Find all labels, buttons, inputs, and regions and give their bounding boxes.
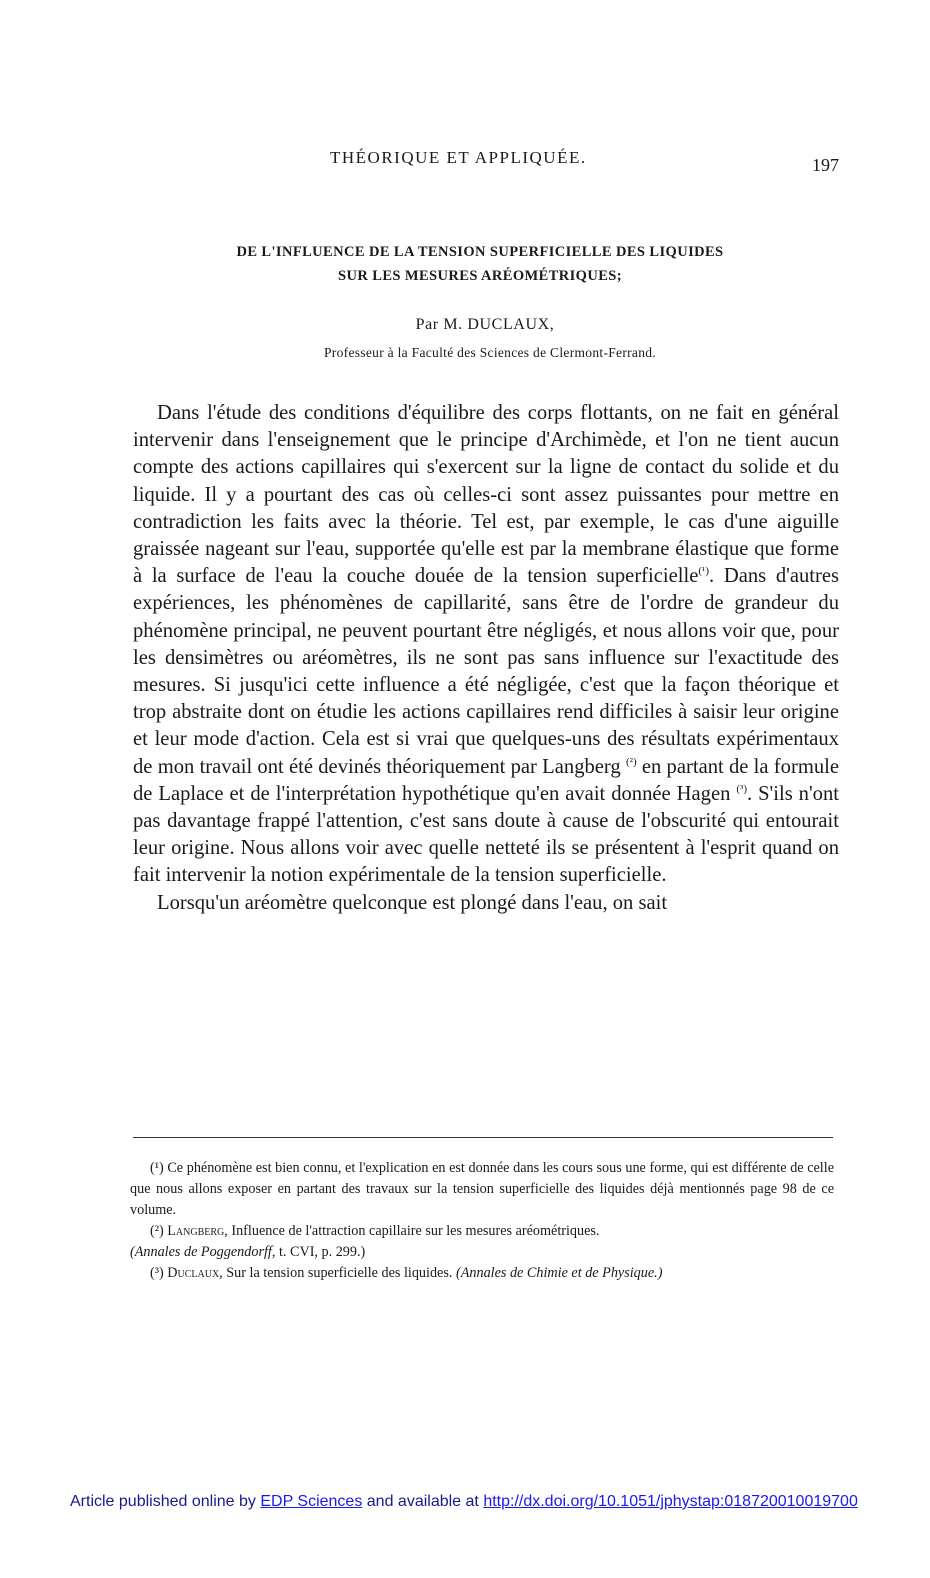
title-line-2: SUR LES MESURES ARÉOMÉTRIQUES;: [338, 268, 622, 284]
article-title: [150, 240, 810, 288]
paragraph-1-part-c: en partant de la formule de Laplace et de l'interprétation hypothétique qu'en avait donnée Hagen: [133, 755, 839, 805]
publication-middle: and available at: [362, 1493, 484, 1510]
footnote-3-text: , Sur la tension superficielle des liquides.: [219, 1265, 453, 1281]
paragraph-1: [133, 400, 839, 890]
footnote-2: [130, 1221, 834, 1263]
running-head: THÉORIQUE ET APPLIQUÉE.: [330, 148, 587, 167]
footnote-3-marker: (³): [150, 1265, 164, 1281]
footnotes: [130, 1158, 834, 1284]
paragraph-1-part-a: Dans l'étude des conditions d'équilibre des corps flottants, on ne fait en général intervenir dans l'enseignement que le principe d'Archimède, et l'on ne tient aucun compte des actions capillaires qui s'exercent sur la ligne de contact du solide et du liquide. Il y a pourtant des cas où celles-ci sont assez puissantes pour mettre en contradiction les faits avec la théorie. Tel est, par exemple, le cas d'une aiguille graissée nageant sur l'eau, supportée qu'elle est par la membrane élastique que forme à la surface de l'eau la couche douée de la tension superficielle: [133, 402, 839, 588]
title-line-1: DE L'INFLUENCE DE LA TENSION SUPERFICIELLE DES LIQUIDES: [236, 244, 724, 260]
footnote-2-source: (Annales de Poggendorff,: [130, 1244, 276, 1260]
footnote-2-tail: t. CVI, p. 299.): [275, 1244, 366, 1260]
footnote-ref-2[interactable]: (²): [625, 755, 637, 768]
footnote-ref-1[interactable]: (¹): [698, 565, 709, 578]
footnote-2-author: Langberg: [167, 1223, 225, 1239]
publisher-link[interactable]: EDP Sciences: [260, 1493, 363, 1510]
footnote-ref-3[interactable]: (³): [736, 782, 747, 795]
article-body: [133, 400, 839, 917]
doi-link[interactable]: http://dx.doi.org/10.1051/jphystap:018720010019700: [483, 1493, 858, 1510]
footnote-1-text: Ce phénomène est bien connu, et l'explication en est donnée dans les cours sous une forme, qui est différente de celle que nous allons exposer en partant des travaux sur la tension superficielle des liquides déjà mentionnés page 98 de ce volume.: [130, 1160, 834, 1218]
publication-notice: [70, 1493, 858, 1511]
page-number: 197: [812, 155, 839, 175]
footnote-1-marker: (¹): [150, 1160, 164, 1176]
publication-prefix: Article published online by: [70, 1493, 261, 1510]
footnote-3-source: (Annales de Chimie et de Physique.): [455, 1265, 663, 1281]
paragraph-2: Lorsqu'un aréomètre quelconque est plongé dans l'eau, on sait: [157, 891, 668, 914]
footnote-2-marker: (²): [150, 1223, 164, 1239]
footnote-2-text: , Influence de l'attraction capillaire sur les mesures aréométriques.: [224, 1223, 600, 1239]
footnote-3: [130, 1263, 834, 1284]
paragraph-1-part-b: . Dans d'autres expériences, les phénomènes de capillarité, sans être de l'ordre de grandeur du phénomène principal, ne peuvent pourtant être négligés, et nous allons voir que, pour les densimètres ou aréomètres, ils ne sont pas sans influence sur l'exactitude des mesures. Si jusqu'ici cette influence a été négligée, c'est que la façon théorique et trop abstraite dont on étudie les actions capillaires rend difficiles à saisir leur origine et leur mode d'action. Cela est si vrai que quelques-uns des résultats expérimentaux de mon travail ont été devinés théoriquement par Langberg: [133, 565, 840, 778]
paragraph-1-part-d: . S'ils n'ont pas davantage frappé l'attention, c'est sans doute à cause de l'obscurité qui entourait leur origine. Nous allons voir avec quelle netteté ils se présentent à l'esprit quand on fait intervenir la notion expérimentale de la tension superficielle.: [133, 782, 839, 887]
author-line: Par M. DUCLAUX,: [415, 316, 555, 333]
footnote-divider: [133, 1137, 833, 1138]
footnote-1: [130, 1158, 834, 1221]
footnote-3-author: Duclaux: [167, 1265, 220, 1281]
author-affiliation: Professeur à la Faculté des Sciences de Clermont-Ferrand.: [324, 345, 656, 360]
